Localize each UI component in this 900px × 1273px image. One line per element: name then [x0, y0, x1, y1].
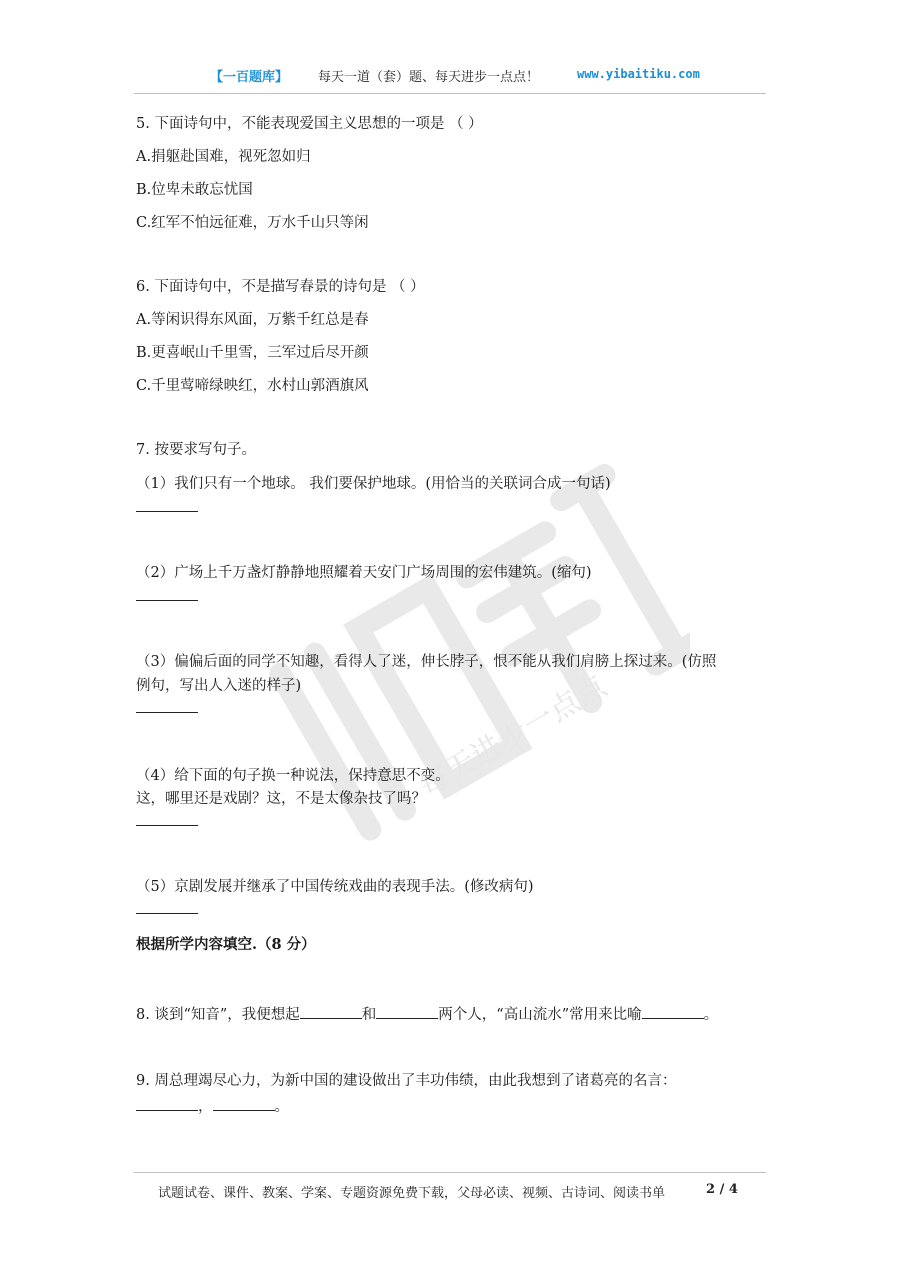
q7-item-3-cont: 例句，写出人入迷的样子) — [136, 678, 302, 694]
q9-line-1: 9. 周总理竭尽心力，为新中国的建设做出了丰功伟绩，由此我想到了诸葛亮的名言： — [136, 1073, 677, 1089]
q8-part3: 两个人，“高山流水”常用来比喻 — [438, 1007, 642, 1023]
q8-blank-3[interactable] — [642, 1004, 704, 1019]
page-number: 2 / 4 — [706, 1182, 738, 1197]
watermark-sub: 每天进步一点点 — [413, 668, 613, 805]
q7-item-4: （4）给下面的句子换一种说法，保持意思不变。 — [136, 768, 450, 784]
q8-blank-1[interactable] — [300, 1004, 362, 1019]
q6-option-c: C.千里莺啼绿映红，水村山郭酒旗风 — [136, 378, 369, 394]
q5-option-a: A.捐躯赴国难，视死忽如归 — [136, 149, 311, 165]
footer-rule — [134, 1172, 766, 1173]
q7-item-3: （3）偏偏后面的同学不知趣，看得人了迷，伸长脖子，恨不能从我们肩膀上探过来。(仿照 — [136, 654, 717, 670]
q8-part1: 8. 谈到“知音”，我便想起 — [136, 1007, 300, 1023]
answer-line-4[interactable] — [136, 825, 198, 826]
q5-option-c: C.红军不怕远征难，万水千山只等闲 — [136, 215, 369, 231]
answer-line-5[interactable] — [136, 913, 198, 914]
header-brand: 【一百题库】 — [210, 70, 289, 85]
q8-sentence — [136, 1003, 718, 1024]
q5-option-b: B.位卑未敢忘忧国 — [136, 182, 253, 198]
q9-blank-1[interactable] — [136, 1096, 198, 1111]
q6-option-b: B.更喜岷山千里雪，三军过后尽开颜 — [136, 345, 369, 361]
q7-item-2: （2）广场上千万盏灯静静地照耀着天安门广场周围的宏伟建筑。(缩句) — [136, 565, 592, 581]
header-url[interactable]: www.yibaitiku.com — [577, 67, 700, 81]
q7-item-5: （5）京剧发展并继承了中国传统戏曲的表现手法。(修改病句) — [136, 879, 534, 895]
q8-blank-2[interactable] — [376, 1004, 438, 1019]
q5-stem: 5. 下面诗句中，不能表现爱国主义思想的一项是 （ ） — [136, 116, 483, 132]
q8-part4: 。 — [703, 1007, 719, 1023]
header-rule — [134, 93, 766, 94]
q9-sep: ， — [198, 1099, 213, 1115]
q9-end: 。 — [274, 1099, 289, 1115]
answer-line-3[interactable] — [136, 712, 198, 713]
q6-stem: 6. 下面诗句中，不是描写春景的诗句是 （ ） — [136, 279, 425, 295]
header-slogan: 每天一道（套）题、每天进步一点点！ — [318, 70, 540, 85]
q7-item-4-sentence: 这，哪里还是戏剧？这，不是太像杂技了吗？ — [136, 791, 426, 807]
answer-line-2[interactable] — [136, 600, 198, 601]
q8-part2: 和 — [361, 1007, 377, 1023]
footer-text: 试题试卷、课件、教案、学案、专题资源免费下载，父母必读、视频、古诗词、阅读书单 — [158, 1186, 666, 1201]
q7-stem: 7. 按要求写句子。 — [136, 442, 256, 458]
q9-blank-2[interactable] — [213, 1096, 275, 1111]
answer-line-1[interactable] — [136, 511, 198, 512]
q9-line-2 — [136, 1095, 289, 1116]
q7-item-1: （1）我们只有一个地球。 我们要保护地球。(用恰当的关联词合成一句话) — [136, 476, 611, 492]
q6-option-a: A.等闲识得东风面，万紫千红总是春 — [136, 312, 369, 328]
section-heading: 根据所学内容填空.（8 分） — [136, 936, 316, 953]
